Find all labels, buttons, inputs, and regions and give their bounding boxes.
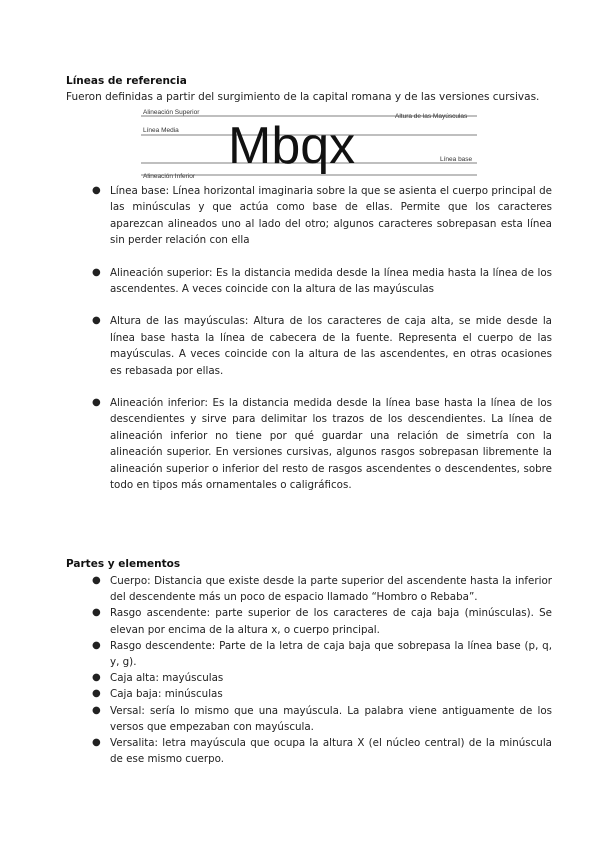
list-item: ● Rasgo ascendente: parte superior de los caracteres de caja baja (minúsculas). Se elevan por encima de la altura x, o cuerpo principal. xyxy=(92,607,552,636)
list-item: ● Rasgo descendente: Parte de la letra de caja baja que sobrepasa la línea base (p, q, y, g). xyxy=(92,639,552,669)
label-linea-base: Línea base xyxy=(440,156,473,163)
label-alineacion-inferior: Alineación Inferior xyxy=(143,173,196,180)
bullet-icon: ● xyxy=(92,315,101,327)
parts-list xyxy=(92,573,552,767)
list-item: ● Altura de las mayúsculas: Altura de los caracteres de caja alta, se mide desde la línea base hasta la línea de cabecera de la fuente. Representa el cuerpo de las mayúsculas. A veces coincide con la altura de las ascendentes, en otras ocasiones es rebasada por ellas. xyxy=(92,315,552,377)
list-item: ● Alineación superior: Es la distancia medida desde la línea media hasta la línea de los ascendentes. A veces coincide con la altura de las mayúsculas xyxy=(92,266,552,296)
list-item: ● Línea base: Línea horizontal imaginaria sobre la que se asienta el cuerpo principal de las minúsculas y que actúa como base de ellas. Permite que los caracteres aparezcan alineados uno al lado del otro; algunos caracteres sobrepasan esta línea sin perder relación con ella xyxy=(92,185,552,247)
label-alineacion-superior: Alineación Superior xyxy=(143,109,200,116)
bullet-icon: ● xyxy=(92,639,101,651)
list-item: ● Caja alta: mayúsculas xyxy=(92,670,552,686)
list-item: ● Cuerpo: Distancia que existe desde la parte superior del ascendente hasta la inferior del descendente más un poco de espacio llamado “Hombro o Rebaba”. xyxy=(92,575,552,604)
list-item: ● Caja baja: minúsculas xyxy=(92,686,552,702)
list-item: ● Versal: sería lo mismo que una mayúscula. La palabra viene antiguamente de los versos que empezaban con mayúscula. xyxy=(92,704,552,733)
bullet-icon: ● xyxy=(92,185,101,196)
bullet-icon: ● xyxy=(92,737,101,749)
diagram-svg xyxy=(141,104,477,180)
bullet-icon: ● xyxy=(92,575,101,586)
bullet-icon: ● xyxy=(92,266,101,278)
bullet-icon: ● xyxy=(92,607,101,619)
reference-lines-list xyxy=(92,183,552,510)
bullet-icon: ● xyxy=(92,688,101,700)
intro-paragraph: Fueron definidas a partir del surgimiento de la capital romana y de las versiones cursivas. xyxy=(66,91,540,103)
section-heading-partes: Partes y elementos xyxy=(66,558,181,570)
reference-lines-diagram xyxy=(141,104,477,180)
diagram-sample-text: Mbqx xyxy=(228,117,356,175)
label-linea-media: Línea Media xyxy=(143,127,179,134)
bullet-icon: ● xyxy=(92,672,101,684)
list-item: ● Versalita: letra mayúscula que ocupa la altura X (el núcleo central) de la minúscula de ese mismo cuerpo. xyxy=(92,737,552,766)
bullet-icon: ● xyxy=(92,704,101,716)
section-heading-lineas: Líneas de referencia xyxy=(66,75,187,87)
bullet-icon: ● xyxy=(92,397,101,409)
list-item: ● Alineación inferior: Es la distancia medida desde la línea base hasta la línea de los descendientes y sirve para delimitar los trazos de los descendientes. La línea de alineación inferior no tiene por qué guardar una relación de simetría con la alineación superior. En versiones cursivas, algunos rasgos sobrepasan libremente la alineación superior o inferior del resto de rasgos ascendentes o descendentes, sobre todo en tipos más ornamentales o caligráficos. xyxy=(92,397,552,492)
label-altura-mayusculas: Altura de las Mayúsculas xyxy=(395,113,468,120)
